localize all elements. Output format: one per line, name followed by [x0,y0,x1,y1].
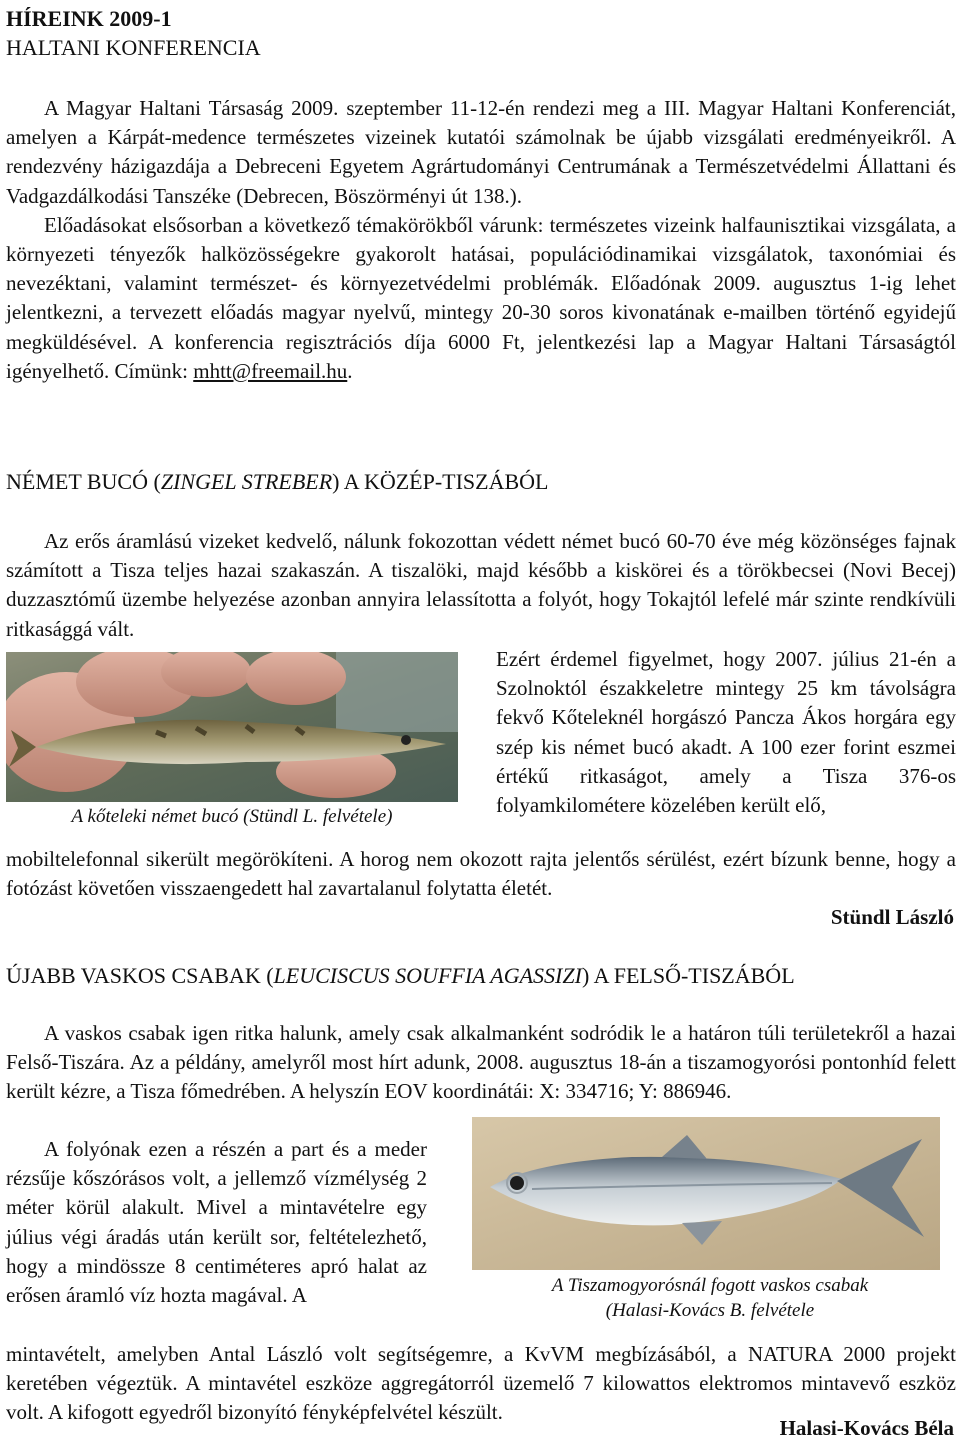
leuciscus-caption-line-2: (Halasi-Kovács B. felvétele [605,1300,815,1321]
zingel-continuation [6,845,956,903]
leuciscus-photo-caption [480,1273,940,1323]
leuciscus-heading-pre: ÚJABB VASKOS CSABAK ( [6,963,274,988]
zingel-paragraph-1: Az erős áramlású vizeket kedvelő, nálunk fokozottan védett német bucó 60-70 éve még közönséges fajnak számított a Tisza teljes hazai szakaszán. A tiszalöki, majd később a kiskörei és a törökbecsei (Novi Becej) duzzasztómű üzembe helyezése azonban annyira lelassította a folyót, hogy Tokajtól lefelé már szinte rendkívüli ritkasággá vált. [6,529,956,641]
email-link[interactable]: mhtt@freemail.hu [193,358,348,383]
conference-heading: HALTANI KONFERENCIA [6,35,261,60]
leuciscus-float-text [6,1135,427,1310]
zingel-heading [6,467,548,497]
zingel-heading-pre: NÉMET BUCÓ ( [6,469,161,494]
zingel-paragraph-2-float: Ezért érdemel figyelmet, hogy 2007. július 21-én a Szolnoktól északkeletre mintegy 25 km távolságra fekvő Kőteleknél horgászó Pancza Ákos horgára egy szép kis német bucó akadt. A 100 ezer forint eszmei értékű ritkaságot, amely a Tisza 376-os folyamkilométere közelében került elő, [496,647,956,818]
zingel-photo-image [6,652,458,802]
leuciscus-photo [472,1117,940,1270]
zingel-intro [6,527,956,644]
conference-section [6,94,956,386]
leuciscus-photo-image [472,1117,940,1270]
leuciscus-caption-line-1: A Tiszamogyorósnál fogott vaskos csabak [551,1275,869,1296]
zingel-heading-post: ) A KÖZÉP-TISZÁBÓL [332,469,549,494]
conference-paragraph-2-text: Előadásokat elsősorban a következő témakörökből várunk: természetes vizeink halfaunisztikai vizsgálata, a környezeti tényezők halközösségekre gyakorolt hatásai, populációdinamikai vizsgálatok, taxonómiai és nevezéktani, valamint természet- és környezetvédelmi problémák. Előadónak 2009. augusztus 1-ig lehet jelentkezni, a tervezett előadás magyar nyelvű, mintegy 20-30 soros kivonatának e-mailben történő egyidejű megküldésével. A konferencia regisztrációs díja 6000 Ft, jelentkezési lap a Magyar Haltani Társaságtól igényelhető. Címünk: [6,212,956,383]
leuciscus-heading-species: LEUCISCUS SOUFFIA AGASSIZI [273,963,582,988]
leuciscus-heading [6,961,795,991]
news-header: HÍREINK 2009-1 [6,6,172,31]
zingel-heading-species: ZINGEL STREBER [160,469,333,494]
zingel-float-text [496,645,956,820]
zingel-photo [6,652,458,802]
leuciscus-paragraph-1: A vaskos csabak igen ritka halunk, amely csak alkalmanként sodródik le a határon túli területekről a hazai Felső-Tiszára. Az a példány, amelyről most hírt adunk, 2008. augusztus 18-án a tiszamogyorósi pontonhíd felett került kézre, a Tisza főmedrében. A helyszín EOV koordinátái: X: 334716; Y: 886946. [6,1021,956,1104]
leuciscus-intro [6,1019,956,1107]
leuciscus-signature: Halasi-Kovács Béla [779,1416,954,1440]
leuciscus-heading-post: ) A FELSŐ-TISZÁBÓL [581,963,795,988]
email-suffix: . [347,358,353,383]
conference-paragraph-2 [6,211,956,386]
zingel-paragraph-2-rest: mobiltelefonnal sikerült megörökíteni. A horog nem okozott rajta jelentős sérülést, ezért bízunk benne, hogy a fotózást követően visszaengedett hal zavartalanul folytatta életét. [6,847,956,901]
zingel-photo-caption: A kőteleki német bucó (Stündl L. felvétele) [71,806,393,827]
conference-paragraph-1: A Magyar Haltani Társaság 2009. szeptember 11-12-én rendezi meg a III. Magyar Haltani Konferenciát, amelyen a Kárpát-medence természetes vizeinek kutatói számolnak be újabb vizsgálati eredményeikről. A rendezvény házigazdája a Debreceni Egyetem Agrártudományi Centrumának a Természetvédelmi Állattani és Vadgazdálkodási Tanszéke (Debrecen, Böszörményi út 138.). [6,96,956,208]
leuciscus-paragraph-2-rest: mintavételt, amelyben Antal László volt segítségemre, a KvVM megbízásából, a NATURA 2000 projekt keretében végeztük. A mintavétel eszköze aggregátorról üzemelő 7 kilowattos elektromos mintavevő eszköz volt. A kifogott egyedről bizonyító fényképfelvétel készült. [6,1342,956,1425]
leuciscus-paragraph-2-float: A folyónak ezen a részén a part és a meder rézsűje kőszórásos volt, a jellemző vízmélység 2 méter körül alakult. Mivel a mintavételre egy július végi áradás után került sor, feltételezhető, hogy a mindössze 8 centiméteres apró halat az erősen áramló víz hozta magával. A [6,1137,427,1308]
zingel-signature: Stündl László [830,905,954,929]
